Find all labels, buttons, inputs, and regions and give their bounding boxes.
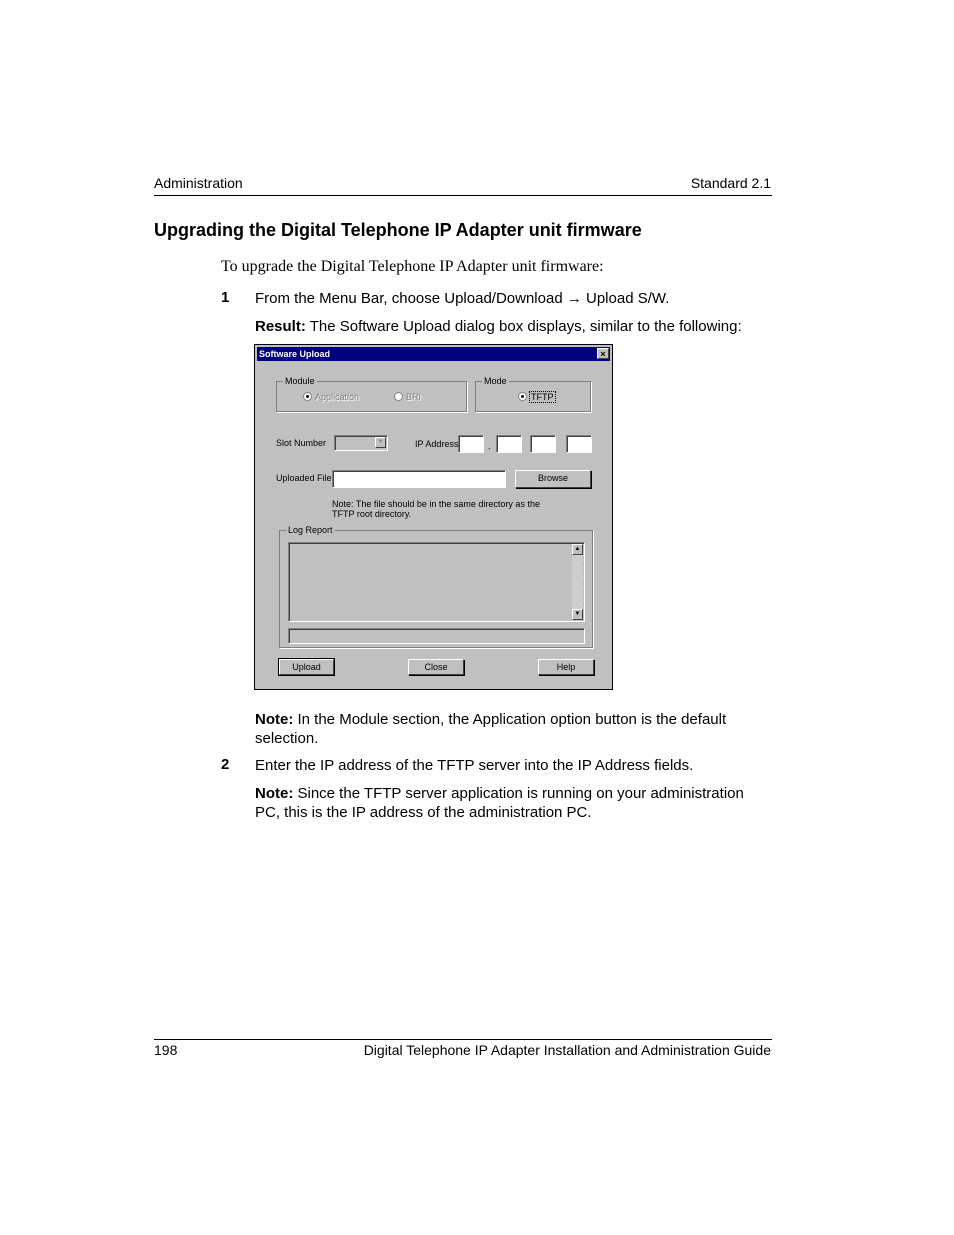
dialog-title-bar xyxy=(257,347,610,361)
progress-bar xyxy=(288,628,585,644)
step-1-text: From the Menu Bar, choose Upload/Download → Upload S/W. xyxy=(255,290,670,307)
uploaded-file-input[interactable] xyxy=(332,470,506,488)
log-report-label: Log Report xyxy=(288,525,333,535)
step-2-text: Enter the IP address of the TFTP server into the IP Address fields. xyxy=(255,757,694,774)
close-icon[interactable]: × xyxy=(597,348,609,359)
scroll-down-icon[interactable]: ▼ xyxy=(572,609,583,620)
step-2-number: 2 xyxy=(221,756,230,773)
scroll-up-icon[interactable]: ▲ xyxy=(572,544,583,555)
dialog-title: Software Upload xyxy=(259,349,331,359)
note-1-paragraph xyxy=(255,710,765,748)
bri-radio[interactable] xyxy=(394,392,403,401)
bri-label: BRI xyxy=(406,392,422,402)
tftp-radio[interactable] xyxy=(518,392,527,401)
uploaded-file-label: Uploaded File xyxy=(276,473,332,483)
upload-button[interactable]: Upload xyxy=(279,659,334,675)
slot-number-label: Slot Number xyxy=(276,438,327,448)
result-text: The Software Upload dialog box displays, similar to the following: xyxy=(305,318,742,335)
tftp-label: TFTP xyxy=(531,392,554,402)
chevron-down-icon: ▼ xyxy=(375,437,386,448)
section-title: Upgrading the Digital Telephone IP Adapter unit firmware xyxy=(154,220,642,240)
result-paragraph xyxy=(255,317,775,336)
ip-separator: . xyxy=(488,441,491,451)
note-2-label: Note: xyxy=(255,785,294,802)
help-button[interactable]: Help xyxy=(538,659,594,675)
footer-rule xyxy=(154,1039,772,1040)
result-label: Result: xyxy=(255,318,306,335)
application-label: Application xyxy=(315,392,360,402)
software-upload-dialog xyxy=(254,344,613,690)
directory-note: Note: The file should be in the same directory as the TFTP root directory. xyxy=(332,499,540,519)
close-button[interactable]: Close xyxy=(408,659,464,675)
ip-octet-4[interactable] xyxy=(566,435,592,453)
running-header-right: Standard 2.1 xyxy=(690,175,771,191)
header-rule xyxy=(154,195,772,196)
footer-title: Digital Telephone IP Adapter Installation and Administration Guide xyxy=(363,1042,771,1058)
ip-octet-3[interactable] xyxy=(530,435,556,453)
note-2-paragraph xyxy=(255,784,770,822)
ip-octet-1[interactable] xyxy=(458,435,484,453)
note-1-text: In the Module section, the Application option button is the default selection. xyxy=(255,711,727,747)
log-report-textarea[interactable] xyxy=(288,542,585,622)
module-label: Module xyxy=(285,376,315,386)
mode-label: Mode xyxy=(484,376,507,386)
intro-text: To upgrade the Digital Telephone IP Adapter unit firmware: xyxy=(221,258,604,275)
browse-button[interactable]: Browse xyxy=(515,470,591,488)
slot-number-select[interactable] xyxy=(334,435,388,451)
note-2-text: Since the TFTP server application is running on your administration PC, this is the IP address of the administration PC. xyxy=(255,785,744,821)
step-1-number: 1 xyxy=(221,289,230,306)
running-header-left: Administration xyxy=(154,175,243,191)
application-radio[interactable] xyxy=(303,392,312,401)
ip-octet-2[interactable] xyxy=(496,435,522,453)
ip-address-label: IP Address xyxy=(415,439,459,449)
page-number: 198 xyxy=(154,1042,178,1058)
note-1-label: Note: xyxy=(255,711,294,728)
